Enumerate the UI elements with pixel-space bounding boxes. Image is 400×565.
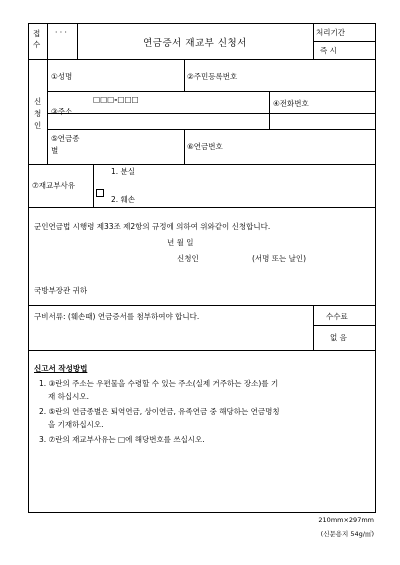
divider xyxy=(47,113,375,114)
divider xyxy=(29,350,375,351)
instruction-2-cont: 을 기재하십시오. xyxy=(48,420,104,429)
reason-option-lost: 1. 분실 xyxy=(111,167,136,176)
addressee: 국방부장관 귀하 xyxy=(34,286,88,295)
divider xyxy=(93,164,94,207)
instruction-1-cont: 재 하십시오. xyxy=(48,392,89,401)
name-label: ①성명 xyxy=(51,72,73,81)
reason-checkbox[interactable] xyxy=(96,181,104,200)
receipt-dots: · · · xyxy=(55,28,67,37)
application-form xyxy=(28,23,376,513)
applicant-section-label: 신 청 인 xyxy=(34,97,42,130)
phone-label: ④전화번호 xyxy=(273,99,309,108)
paper-size: 210mm×297mm xyxy=(318,516,374,524)
divider xyxy=(313,24,314,59)
reason-option-damaged: 2. 훼손 xyxy=(111,195,136,204)
divider xyxy=(313,305,314,350)
signature-note: (서명 또는 날인) xyxy=(252,254,307,263)
reason-label: ⑦재교부사유 xyxy=(32,181,75,190)
divider xyxy=(313,41,375,42)
divider xyxy=(29,305,375,306)
fee-value: 없 음 xyxy=(330,333,347,342)
fee-label: 수수료 xyxy=(326,312,348,321)
divider xyxy=(184,59,185,91)
divider xyxy=(184,129,185,164)
postal-code-boxes[interactable]: □□□-□□□ xyxy=(93,95,139,104)
form-title: 연금증서 재교부 신청서 xyxy=(143,38,247,49)
divider xyxy=(29,164,375,165)
paper-spec: (신문용지 54g/㎡) xyxy=(320,530,374,538)
instruction-1: 1. ③란의 주소는 우편물을 수령할 수 있는 주소(실제 거주하는 장소)를 기 xyxy=(39,379,279,388)
statement-date: 년 월 일 xyxy=(167,238,194,247)
processing-period-label: 처리기간 xyxy=(316,28,345,37)
divider xyxy=(29,59,375,60)
pension-number-label: ⑥연금번호 xyxy=(187,142,223,151)
rrn-label: ②주민등록번호 xyxy=(187,72,238,81)
receipt-label: 접 수 xyxy=(33,29,41,50)
divider xyxy=(47,91,375,92)
divider xyxy=(269,91,270,129)
applicant-signature-label: 신청인 xyxy=(177,254,199,263)
pension-type-label: ⑤연금종별 xyxy=(51,134,80,155)
divider xyxy=(29,207,375,208)
processing-period-value: 즉 시 xyxy=(320,46,337,55)
divider xyxy=(47,129,375,130)
instruction-2: 2. ⑤란의 연금종별은 퇴역연금, 상이연금, 유족연금 중 해당하는 연금명칭 xyxy=(39,407,280,416)
divider xyxy=(47,24,48,164)
instructions-heading: 신고서 작성방법 xyxy=(34,364,88,373)
statement-text: 군인연금법 시행령 제33조 제2항의 규정에 의하여 위와같이 신청합니다. xyxy=(34,222,271,231)
divider xyxy=(313,325,375,326)
instruction-3: 3. ⑦란의 재교부사유는 □에 해당번호를 쓰십시오. xyxy=(39,435,205,444)
required-documents: 구비서류: (훼손때) 연금증서를 첨부하여야 합니다. xyxy=(34,312,200,321)
address-label: ③주소 xyxy=(51,107,73,116)
